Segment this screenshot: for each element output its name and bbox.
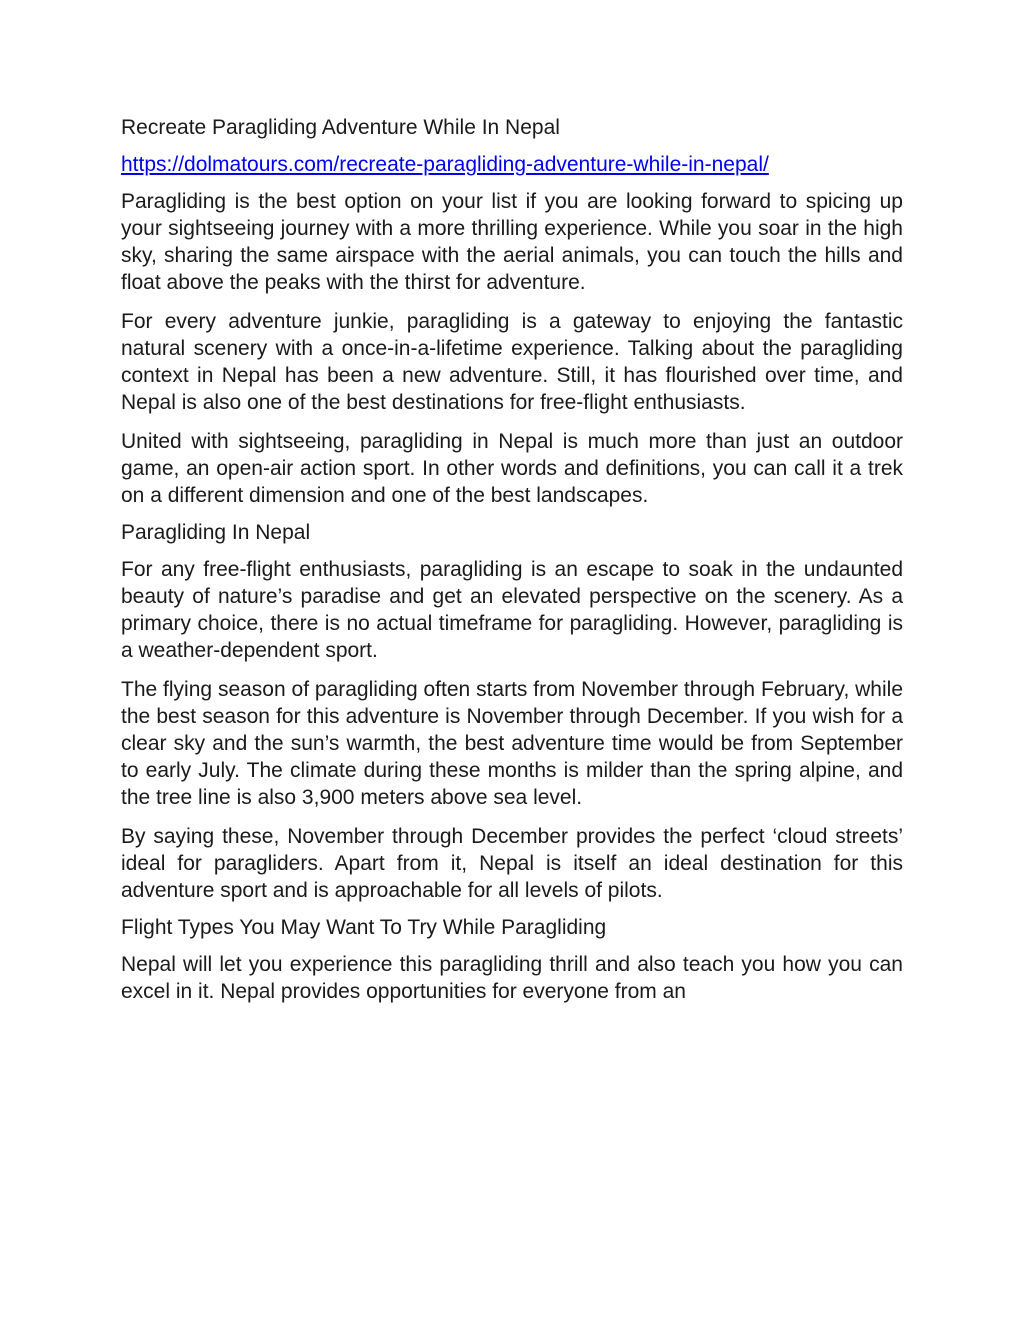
intro-paragraph-2: For every adventure junkie, paragliding is a gateway to enjoying the fantastic natural scenery with a once-in-a-lifetime experience. Talking about the paragliding context in Nepal has been a new adventure. Still, it has flourished over time, and Nepal is also one of the best destinations for free-flight enthusiasts. xyxy=(121,310,903,414)
document-title: Recreate Paragliding Adventure While In Nepal xyxy=(121,116,560,139)
intro-paragraph-1: Paragliding is the best option on your list if you are looking forward to spicing up your sightseeing journey with a more thrilling experience. While you soar in the high sky, sharing the same airspace with the aerial animals, you can touch the hills and float above the peaks with the thirst for adventure. xyxy=(121,190,903,294)
section1-paragraph-2: The flying season of paragliding often starts from November through February, while the best season for this adventure is November through December. If you wish for a clear sky and the sun’s warmth, the best adventure time would be from September to early July. The climate during these months is milder than the spring alpine, and the tree line is also 3,900 meters above sea level. xyxy=(121,678,903,809)
section-heading-paragliding-in-nepal: Paragliding In Nepal xyxy=(121,521,311,544)
section-heading-flight-types: Flight Types You May Want To Try While Paragliding xyxy=(121,916,607,939)
section1-paragraph-3: By saying these, November through December provides the perfect ‘cloud streets’ ideal for paragliders. Apart from it, Nepal is itself an ideal destination for this adventure sport and is approachable for all levels of pilots. xyxy=(121,825,903,902)
article-link[interactable]: https://dolmatours.com/recreate-paragliding-adventure-while-in-nepal/ xyxy=(121,153,769,176)
section2-paragraph-1: Nepal will let you experience this paragliding thrill and also teach you how you can excel in it. Nepal provides opportunities for everyone from an xyxy=(121,953,903,1003)
intro-paragraph-3: United with sightseeing, paragliding in Nepal is much more than just an outdoor game, an open-air action sport. In other words and definitions, you can call it a trek on a different dimension and one of the best landscapes. xyxy=(121,430,903,507)
document-page xyxy=(121,114,903,1017)
section1-paragraph-1: For any free-flight enthusiasts, paragliding is an escape to soak in the undaunted beauty of nature’s paradise and get an elevated perspective on the scenery. As a primary choice, there is no actual timeframe for paragliding. However, paragliding is a weather-dependent sport. xyxy=(121,558,903,662)
